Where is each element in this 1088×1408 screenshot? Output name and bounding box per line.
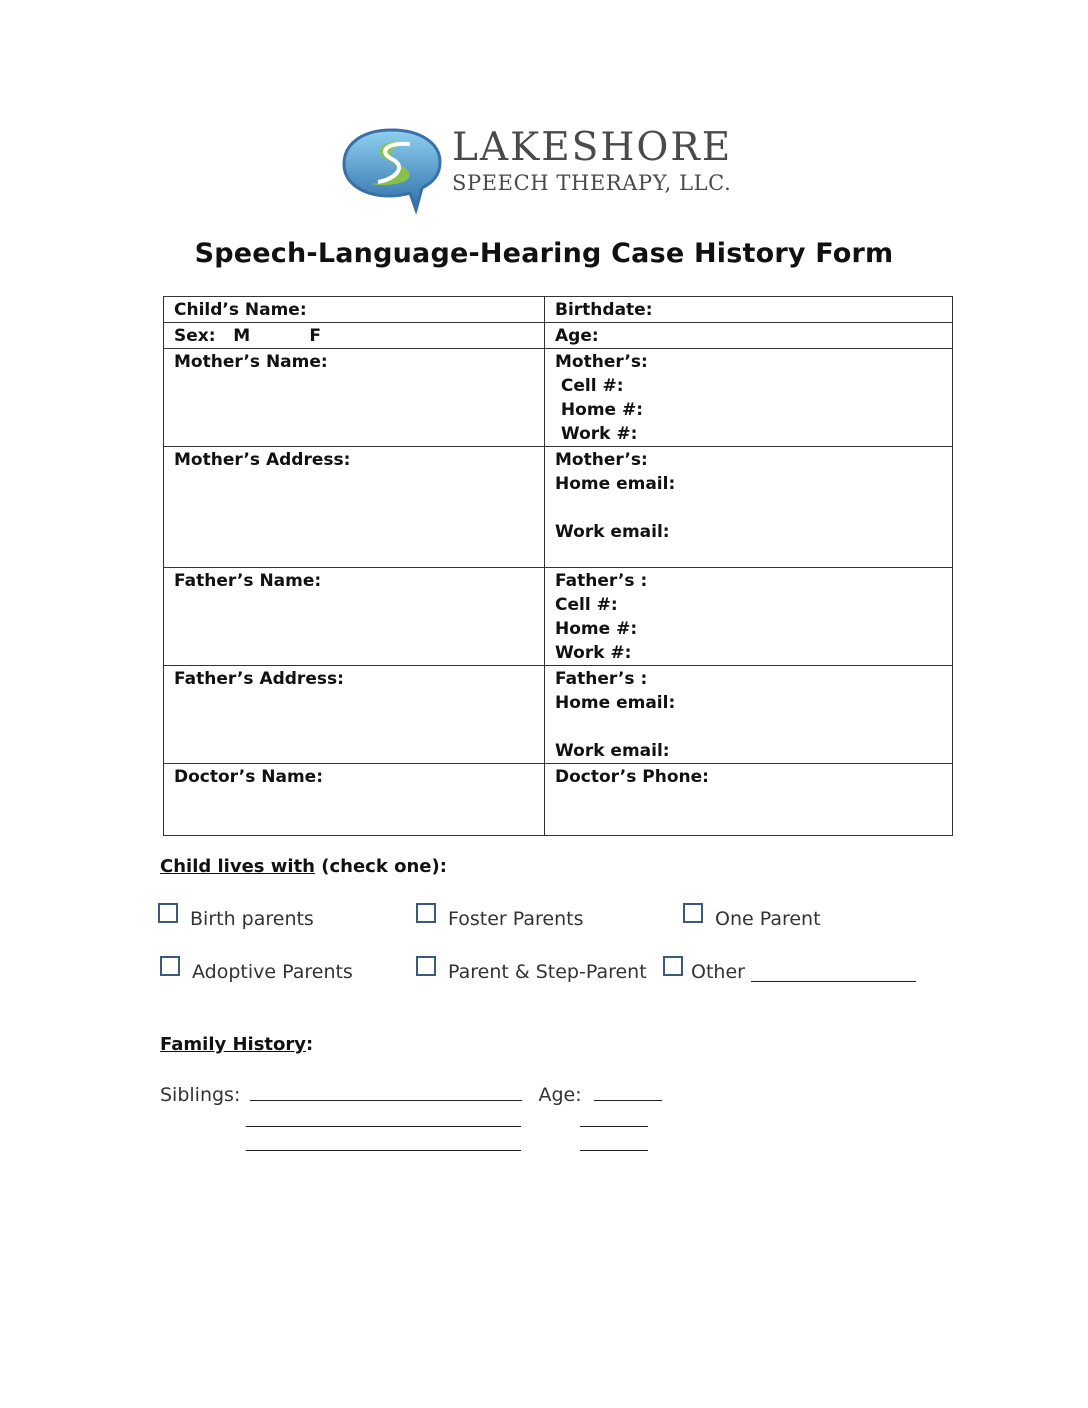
checkbox-square-icon[interactable]	[416, 903, 436, 923]
mothers-phone-cell[interactable]	[545, 349, 953, 447]
field-label: Work #:	[555, 424, 638, 444]
doctors-phone-cell[interactable]	[545, 764, 953, 836]
field-label: Age:	[555, 326, 599, 346]
company-logo	[340, 126, 760, 214]
age-label: Age:	[538, 1084, 582, 1106]
table-row	[164, 297, 953, 323]
sibling-name-line[interactable]	[246, 1150, 521, 1151]
form-title: Speech-Language-Hearing Case History Form	[194, 238, 894, 269]
sibling-name-line[interactable]	[246, 1126, 521, 1127]
field-label: Work email:	[555, 741, 670, 761]
field-label: Birthdate:	[555, 300, 653, 320]
checkbox-label: Adoptive Parents	[192, 961, 353, 983]
age-cell[interactable]	[545, 323, 953, 349]
family-history-heading	[160, 1034, 313, 1055]
fathers-name-cell[interactable]	[164, 568, 545, 666]
fathers-address-cell[interactable]	[164, 666, 545, 764]
mothers-name-cell[interactable]	[164, 349, 545, 447]
fathers-phone-cell[interactable]	[545, 568, 953, 666]
childs-name-cell[interactable]	[164, 297, 545, 323]
field-label: Sex: M F	[174, 326, 322, 346]
checkbox-label: Foster Parents	[448, 908, 584, 930]
field-label: Child’s Name:	[174, 300, 307, 320]
field-label: Cell #:	[555, 376, 624, 396]
field-label: Mother’s Address:	[174, 450, 351, 470]
field-label: Home email:	[555, 474, 676, 494]
checkbox-birth-parents[interactable]	[158, 908, 314, 930]
speech-bubble-logo-icon	[340, 126, 444, 214]
checkbox-square-icon[interactable]	[416, 956, 436, 976]
field-label: Home email:	[555, 693, 676, 713]
family-history-colon: :	[306, 1034, 314, 1055]
mothers-email-cell[interactable]	[545, 447, 953, 568]
contact-info-table	[163, 296, 953, 836]
checkbox-foster-parents[interactable]	[416, 908, 584, 930]
doctors-name-cell[interactable]	[164, 764, 545, 836]
checkbox-label: Birth parents	[190, 908, 314, 930]
birthdate-cell[interactable]	[545, 297, 953, 323]
checkbox-adoptive-parents[interactable]	[160, 961, 353, 983]
siblings-row	[160, 1082, 662, 1106]
sex-cell[interactable]	[164, 323, 545, 349]
checkbox-square-icon[interactable]	[158, 903, 178, 923]
spacer	[555, 715, 942, 739]
siblings-label: Siblings:	[160, 1084, 241, 1106]
field-label: Home #:	[555, 400, 644, 420]
checkbox-label: One Parent	[715, 908, 821, 930]
field-label: Doctor’s Name:	[174, 767, 324, 787]
checkbox-one-parent[interactable]	[683, 908, 821, 930]
checkbox-label: Parent & Step-Parent	[448, 961, 647, 983]
table-row	[164, 323, 953, 349]
field-label: Cell #:	[555, 595, 618, 615]
table-row	[164, 764, 953, 836]
lives-with-heading	[160, 856, 447, 877]
checkbox-parent-step-parent[interactable]	[416, 961, 647, 983]
checkbox-square-icon[interactable]	[683, 903, 703, 923]
checkbox-other[interactable]	[663, 961, 916, 983]
field-label: Work email:	[555, 522, 670, 542]
table-row	[164, 666, 953, 764]
mothers-address-cell[interactable]	[164, 447, 545, 568]
field-label: Father’s :	[555, 669, 648, 689]
field-label: Work #:	[555, 643, 632, 663]
field-label: Father’s Address:	[174, 669, 344, 689]
field-label: Father’s Name:	[174, 571, 322, 591]
table-row	[164, 447, 953, 568]
lives-with-heading-underlined: Child lives with	[160, 856, 315, 877]
fathers-email-cell[interactable]	[545, 666, 953, 764]
sibling-name-line[interactable]	[250, 1082, 522, 1101]
logo-subtitle: SPEECH THERAPY, LLC.	[452, 171, 732, 195]
lives-with-heading-rest: (check one):	[315, 856, 447, 877]
spacer	[555, 496, 942, 520]
checkbox-square-icon[interactable]	[663, 956, 683, 976]
field-label: Mother’s:	[555, 352, 648, 372]
logo-name: LAKESHORE	[452, 125, 733, 170]
field-label: Doctor’s Phone:	[555, 767, 709, 787]
sibling-age-line[interactable]	[580, 1150, 648, 1151]
sibling-age-line[interactable]	[580, 1126, 648, 1127]
table-row	[164, 349, 953, 447]
field-label: Father’s :	[555, 571, 648, 591]
table-row	[164, 568, 953, 666]
other-input-line[interactable]	[751, 963, 916, 982]
checkbox-label: Other	[691, 961, 745, 983]
sibling-age-line[interactable]	[594, 1082, 662, 1101]
field-label: Home #:	[555, 619, 638, 639]
family-history-heading-underlined: Family History	[160, 1034, 307, 1055]
checkbox-square-icon[interactable]	[160, 956, 180, 976]
field-label: Mother’s:	[555, 450, 648, 470]
field-label: Mother’s Name:	[174, 352, 328, 372]
